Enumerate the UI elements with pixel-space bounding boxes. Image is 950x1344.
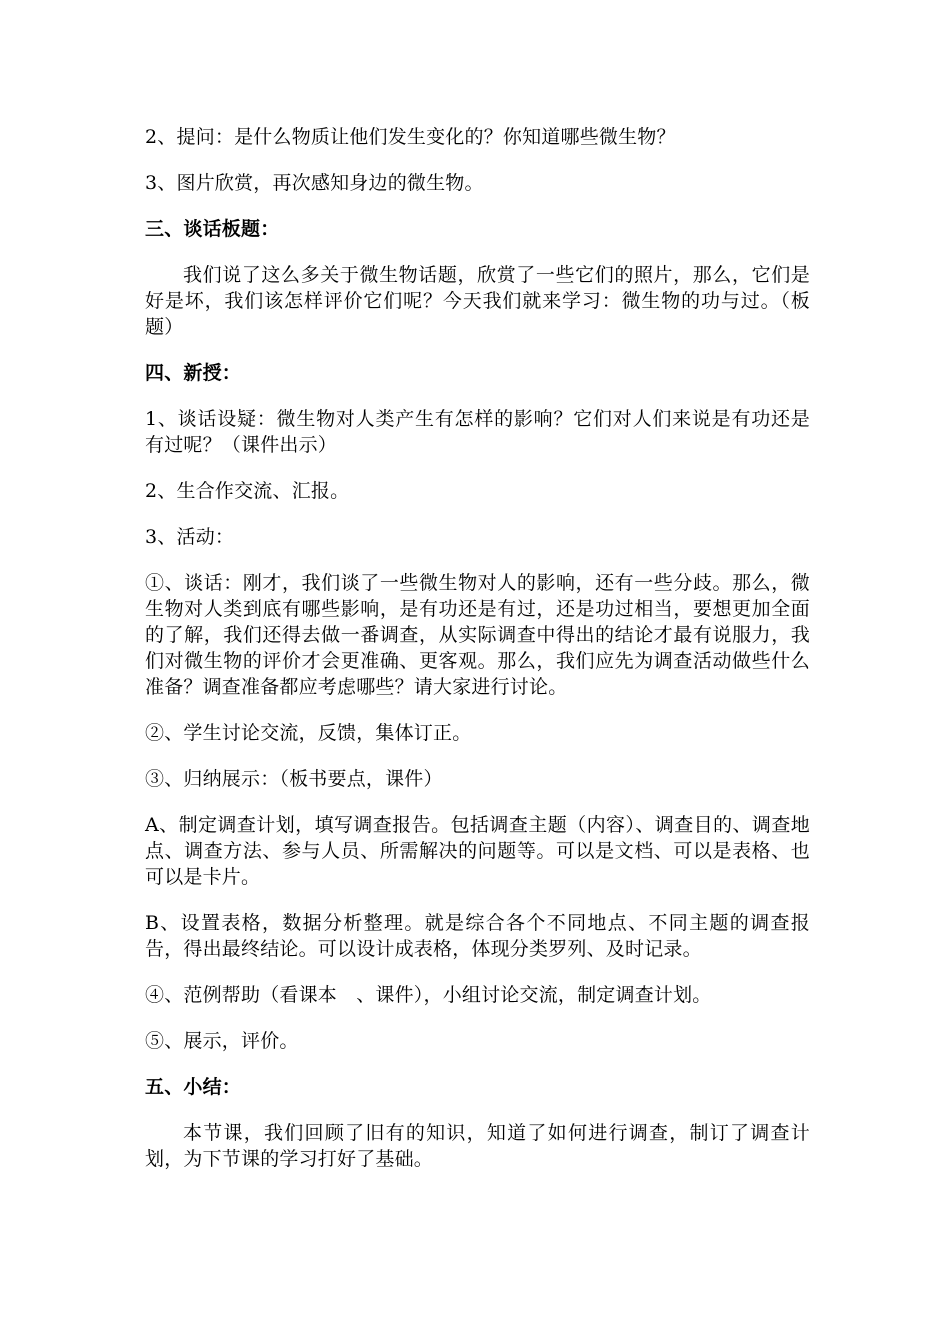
paragraph-summary-display: ③、归纳展示：（板书要点，课件） — [145, 768, 443, 790]
paragraph-question: 2、提问：是什么物质让他们发生变化的？你知道哪些微生物？ — [145, 126, 676, 148]
paragraph-evaluation: ⑤、展示，评价。 — [145, 1030, 299, 1052]
paragraph-discussion-prompt: ①、谈话：刚才，我们谈了一些微生物对人的影响，还有一些分歧。那么，微生物对人类到底有哪些影响，是有功还是有过，还是功过相当，要想更加全面的了解，我们还得去做一番调查，从实际调查中得出的结论才最有说服力，我们对微生物的评价才会更准确、更客观。那么，我们应先为调查活动做些什么准备？调查准备都应考虑哪些？请大家进行讨论。 — [145, 572, 810, 698]
paragraph-conclusion: 本节课，我们回顾了旧有的知识，知道了如何进行调查，制订了调查计划，为下节课的学习打好了基础。 — [145, 1122, 810, 1170]
paragraph-intro-topic: 我们说了这么多关于微生物话题，欣赏了一些它们的照片，那么，它们是好是坏，我们该怎样评价它们呢？今天我们就来学习：微生物的功与过。（板题） — [145, 264, 810, 338]
heading-section-3: 三、谈话板题： — [145, 218, 280, 240]
heading-section-5: 五、小结： — [145, 1076, 242, 1098]
paragraph-activity: 3、活动： — [145, 526, 235, 548]
paragraph-point-b: B、设置表格，数据分析整理。就是综合各个不同地点、不同主题的调查报告，得出最终结论。可以设计成表格，体现分类罗列、及时记录。 — [145, 912, 810, 960]
paragraph-picture-appreciation: 3、图片欣赏，再次感知身边的微生物。 — [145, 172, 484, 194]
paragraph-feedback: ②、学生讨论交流，反馈，集体订正。 — [145, 722, 472, 744]
paragraph-inquiry: 1、谈话设疑：微生物对人类产生有怎样的影响？它们对人们来说是有功还是有过呢？（课件出示） — [145, 408, 810, 456]
paragraph-point-a: A、制定调查计划，填写调查报告。包括调查主题（内容）、调查目的、调查地点、调查方法、参与人员、所需解决的问题等。可以是文档、可以是表格、也可以是卡片。 — [145, 814, 810, 888]
paragraph-example-help: ④、范例帮助（看课本 、课件），小组讨论交流，制定调查计划。 — [145, 984, 712, 1006]
heading-section-4: 四、新授： — [145, 362, 242, 384]
document-page — [145, 124, 810, 1172]
paragraph-cooperation: 2、生合作交流、汇报。 — [145, 480, 350, 502]
